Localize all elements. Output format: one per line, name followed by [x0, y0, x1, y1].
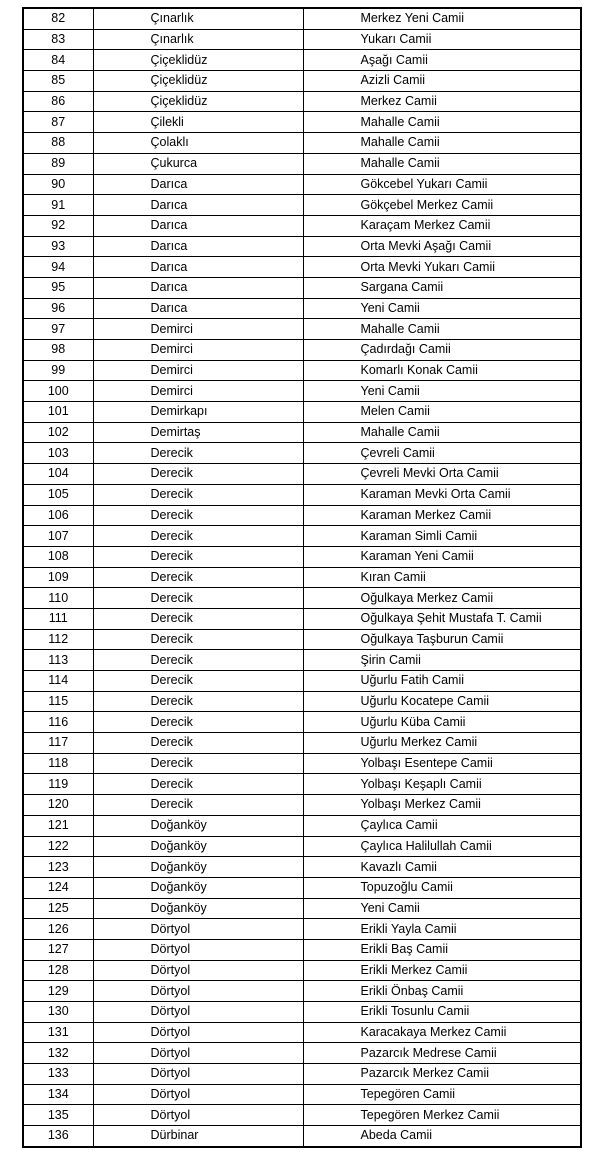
row-number-cell: 82: [23, 8, 93, 29]
mosque-name-cell: Karaman Merkez Camii: [303, 505, 581, 526]
row-number-cell: 90: [23, 174, 93, 195]
row-number-cell: 128: [23, 960, 93, 981]
village-cell: Çiçeklidüz: [93, 71, 303, 92]
row-number-cell: 116: [23, 712, 93, 733]
table-row: [23, 319, 581, 340]
village-cell: Derecik: [93, 650, 303, 671]
mosque-name-cell: Sargana Camii: [303, 277, 581, 298]
row-number-cell: 132: [23, 1043, 93, 1064]
row-number-cell: 136: [23, 1126, 93, 1147]
row-number-cell: 101: [23, 402, 93, 423]
row-number-cell: 131: [23, 1022, 93, 1043]
table-row: [23, 877, 581, 898]
row-number-cell: 123: [23, 857, 93, 878]
table-row: [23, 1084, 581, 1105]
village-cell: Dörtyol: [93, 1105, 303, 1126]
table-row: [23, 50, 581, 71]
row-number-cell: 113: [23, 650, 93, 671]
mosque-name-cell: Orta Mevki Yukarı Camii: [303, 257, 581, 278]
table-row: [23, 71, 581, 92]
row-number-cell: 99: [23, 360, 93, 381]
mosque-name-cell: Merkez Yeni Camii: [303, 8, 581, 29]
mosque-name-cell: Oğulkaya Merkez Camii: [303, 588, 581, 609]
village-cell: Derecik: [93, 774, 303, 795]
village-cell: Darıca: [93, 236, 303, 257]
village-cell: Demirci: [93, 340, 303, 361]
table-row: [23, 650, 581, 671]
village-cell: Darıca: [93, 174, 303, 195]
village-cell: Darıca: [93, 298, 303, 319]
village-cell: Demirkapı: [93, 402, 303, 423]
village-cell: Doğanköy: [93, 857, 303, 878]
village-cell: Demirci: [93, 319, 303, 340]
mosque-name-cell: Erikli Önbaş Camii: [303, 981, 581, 1002]
row-number-cell: 97: [23, 319, 93, 340]
row-number-cell: 96: [23, 298, 93, 319]
village-cell: Derecik: [93, 691, 303, 712]
row-number-cell: 135: [23, 1105, 93, 1126]
table-row: [23, 588, 581, 609]
table-row: [23, 1002, 581, 1023]
village-cell: Demirci: [93, 381, 303, 402]
mosque-name-cell: Karaman Simli Camii: [303, 526, 581, 547]
table-row: [23, 753, 581, 774]
table-row: [23, 277, 581, 298]
row-number-cell: 133: [23, 1064, 93, 1085]
mosque-name-cell: Şirin Camii: [303, 650, 581, 671]
mosque-name-cell: Erikli Yayla Camii: [303, 919, 581, 940]
table-row: [23, 8, 581, 29]
village-cell: Çınarlık: [93, 8, 303, 29]
mosque-name-cell: Mahalle Camii: [303, 422, 581, 443]
village-cell: Darıca: [93, 215, 303, 236]
row-number-cell: 83: [23, 29, 93, 50]
village-cell: Derecik: [93, 505, 303, 526]
row-number-cell: 107: [23, 526, 93, 547]
row-number-cell: 129: [23, 981, 93, 1002]
table-row: [23, 1126, 581, 1147]
table-row: [23, 29, 581, 50]
mosque-name-cell: Karacakaya Merkez Camii: [303, 1022, 581, 1043]
village-cell: Darıca: [93, 195, 303, 216]
row-number-cell: 95: [23, 277, 93, 298]
mosque-name-cell: Yukarı Camii: [303, 29, 581, 50]
mosque-name-cell: Erikli Baş Camii: [303, 939, 581, 960]
mosque-name-cell: Abeda Camii: [303, 1126, 581, 1147]
mosque-name-cell: Karaçam Merkez Camii: [303, 215, 581, 236]
mosque-name-cell: Uğurlu Fatih Camii: [303, 671, 581, 692]
table-row: [23, 112, 581, 133]
mosque-name-cell: Pazarcık Merkez Camii: [303, 1064, 581, 1085]
mosque-name-cell: Tepegören Merkez Camii: [303, 1105, 581, 1126]
row-number-cell: 88: [23, 133, 93, 154]
row-number-cell: 115: [23, 691, 93, 712]
mosque-name-cell: Çaylıca Camii: [303, 815, 581, 836]
village-cell: Darıca: [93, 277, 303, 298]
village-cell: Doğanköy: [93, 898, 303, 919]
table-row: [23, 567, 581, 588]
row-number-cell: 102: [23, 422, 93, 443]
row-number-cell: 134: [23, 1084, 93, 1105]
mosque-name-cell: Merkez Camii: [303, 91, 581, 112]
row-number-cell: 111: [23, 608, 93, 629]
mosque-name-cell: Karaman Yeni Camii: [303, 546, 581, 567]
mosque-name-cell: Yeni Camii: [303, 381, 581, 402]
table-row: [23, 733, 581, 754]
village-cell: Dörtyol: [93, 919, 303, 940]
table-row: [23, 1043, 581, 1064]
village-cell: Dürbinar: [93, 1126, 303, 1147]
table-row: [23, 898, 581, 919]
village-cell: Derecik: [93, 484, 303, 505]
table-row: [23, 691, 581, 712]
village-cell: Dörtyol: [93, 1043, 303, 1064]
village-cell: Dörtyol: [93, 1002, 303, 1023]
village-cell: Demirci: [93, 360, 303, 381]
row-number-cell: 89: [23, 153, 93, 174]
mosque-name-cell: Kavazlı Camii: [303, 857, 581, 878]
mosque-name-cell: Karaman Mevki Orta Camii: [303, 484, 581, 505]
village-cell: Doğanköy: [93, 815, 303, 836]
village-cell: Dörtyol: [93, 939, 303, 960]
village-cell: Çukurca: [93, 153, 303, 174]
village-cell: Çınarlık: [93, 29, 303, 50]
table-row: [23, 236, 581, 257]
mosque-name-cell: Uğurlu Küba Camii: [303, 712, 581, 733]
row-number-cell: 86: [23, 91, 93, 112]
table-row: [23, 195, 581, 216]
table-row: [23, 671, 581, 692]
row-number-cell: 100: [23, 381, 93, 402]
table-row: [23, 939, 581, 960]
mosque-name-cell: Mahalle Camii: [303, 153, 581, 174]
mosque-name-cell: Mahalle Camii: [303, 133, 581, 154]
mosque-name-cell: Tepegören Camii: [303, 1084, 581, 1105]
village-cell: Dörtyol: [93, 1064, 303, 1085]
table-row: [23, 629, 581, 650]
mosque-name-cell: Azizli Camii: [303, 71, 581, 92]
row-number-cell: 118: [23, 753, 93, 774]
table-row: [23, 1022, 581, 1043]
village-cell: Doğanköy: [93, 877, 303, 898]
mosque-name-cell: Gökçebel Merkez Camii: [303, 195, 581, 216]
village-cell: Çiçeklidüz: [93, 91, 303, 112]
row-number-cell: 130: [23, 1002, 93, 1023]
table-row: [23, 298, 581, 319]
mosque-name-cell: Çadırdağı Camii: [303, 340, 581, 361]
table-row: [23, 774, 581, 795]
row-number-cell: 125: [23, 898, 93, 919]
row-number-cell: 122: [23, 836, 93, 857]
village-cell: Darıca: [93, 257, 303, 278]
row-number-cell: 126: [23, 919, 93, 940]
row-number-cell: 104: [23, 464, 93, 485]
mosque-name-cell: Orta Mevki Aşağı Camii: [303, 236, 581, 257]
village-cell: Dörtyol: [93, 960, 303, 981]
mosque-name-cell: Pazarcık Medrese Camii: [303, 1043, 581, 1064]
mosque-name-cell: Uğurlu Merkez Camii: [303, 733, 581, 754]
mosque-name-cell: Oğulkaya Taşburun Camii: [303, 629, 581, 650]
table-row: [23, 795, 581, 816]
village-cell: Derecik: [93, 464, 303, 485]
village-cell: Derecik: [93, 443, 303, 464]
village-cell: Derecik: [93, 546, 303, 567]
row-number-cell: 121: [23, 815, 93, 836]
table-row: [23, 836, 581, 857]
mosque-name-cell: Komarlı Konak Camii: [303, 360, 581, 381]
table-row: [23, 215, 581, 236]
table-row: [23, 1064, 581, 1085]
village-cell: Dörtyol: [93, 1084, 303, 1105]
table-row: [23, 443, 581, 464]
village-cell: Derecik: [93, 712, 303, 733]
mosque-name-cell: Çaylıca Halilullah Camii: [303, 836, 581, 857]
village-cell: Derecik: [93, 671, 303, 692]
table-row: [23, 484, 581, 505]
mosque-name-cell: Yeni Camii: [303, 298, 581, 319]
table-row: [23, 153, 581, 174]
table-row: [23, 505, 581, 526]
row-number-cell: 106: [23, 505, 93, 526]
village-cell: Çiçeklidüz: [93, 50, 303, 71]
mosque-name-cell: Topuzoğlu Camii: [303, 877, 581, 898]
village-cell: Demirtaş: [93, 422, 303, 443]
mosque-name-cell: Yolbaşı Merkez Camii: [303, 795, 581, 816]
mosque-name-cell: Yeni Camii: [303, 898, 581, 919]
row-number-cell: 93: [23, 236, 93, 257]
mosque-table: [22, 7, 582, 1148]
table-row: [23, 1105, 581, 1126]
mosque-name-cell: Uğurlu Kocatepe Camii: [303, 691, 581, 712]
village-cell: Çilekli: [93, 112, 303, 133]
row-number-cell: 112: [23, 629, 93, 650]
row-number-cell: 103: [23, 443, 93, 464]
village-cell: Doğanköy: [93, 836, 303, 857]
row-number-cell: 92: [23, 215, 93, 236]
row-number-cell: 117: [23, 733, 93, 754]
row-number-cell: 105: [23, 484, 93, 505]
mosque-name-cell: Mahalle Camii: [303, 319, 581, 340]
table-row: [23, 815, 581, 836]
table-row: [23, 464, 581, 485]
table-row: [23, 712, 581, 733]
mosque-name-cell: Oğulkaya Şehit Mustafa T. Camii: [303, 608, 581, 629]
table-row: [23, 857, 581, 878]
table-row: [23, 981, 581, 1002]
mosque-name-cell: Kıran Camii: [303, 567, 581, 588]
mosque-table-body: [23, 8, 581, 1147]
table-row: [23, 257, 581, 278]
village-cell: Çolaklı: [93, 133, 303, 154]
row-number-cell: 110: [23, 588, 93, 609]
table-row: [23, 608, 581, 629]
table-row: [23, 360, 581, 381]
row-number-cell: 119: [23, 774, 93, 795]
table-row: [23, 960, 581, 981]
table-row: [23, 402, 581, 423]
row-number-cell: 114: [23, 671, 93, 692]
mosque-name-cell: Aşağı Camii: [303, 50, 581, 71]
row-number-cell: 87: [23, 112, 93, 133]
village-cell: Derecik: [93, 753, 303, 774]
row-number-cell: 120: [23, 795, 93, 816]
mosque-name-cell: Erikli Merkez Camii: [303, 960, 581, 981]
village-cell: Derecik: [93, 588, 303, 609]
mosque-name-cell: Yolbaşı Keşaplı Camii: [303, 774, 581, 795]
row-number-cell: 127: [23, 939, 93, 960]
row-number-cell: 85: [23, 71, 93, 92]
mosque-table-container: [22, 7, 580, 1148]
table-row: [23, 91, 581, 112]
mosque-name-cell: Çevreli Camii: [303, 443, 581, 464]
mosque-name-cell: Erikli Tosunlu Camii: [303, 1002, 581, 1023]
table-row: [23, 381, 581, 402]
village-cell: Dörtyol: [93, 1022, 303, 1043]
village-cell: Derecik: [93, 567, 303, 588]
row-number-cell: 84: [23, 50, 93, 71]
village-cell: Derecik: [93, 795, 303, 816]
mosque-name-cell: Mahalle Camii: [303, 112, 581, 133]
mosque-name-cell: Melen Camii: [303, 402, 581, 423]
row-number-cell: 109: [23, 567, 93, 588]
mosque-name-cell: Gökcebel Yukarı Camii: [303, 174, 581, 195]
table-row: [23, 546, 581, 567]
village-cell: Derecik: [93, 526, 303, 547]
row-number-cell: 108: [23, 546, 93, 567]
village-cell: Derecik: [93, 733, 303, 754]
table-row: [23, 919, 581, 940]
row-number-cell: 94: [23, 257, 93, 278]
table-row: [23, 133, 581, 154]
mosque-name-cell: Yolbaşı Esentepe Camii: [303, 753, 581, 774]
table-row: [23, 174, 581, 195]
mosque-name-cell: Çevreli Mevki Orta Camii: [303, 464, 581, 485]
village-cell: Derecik: [93, 629, 303, 650]
row-number-cell: 124: [23, 877, 93, 898]
table-row: [23, 526, 581, 547]
row-number-cell: 98: [23, 340, 93, 361]
village-cell: Dörtyol: [93, 981, 303, 1002]
table-row: [23, 422, 581, 443]
row-number-cell: 91: [23, 195, 93, 216]
table-row: [23, 340, 581, 361]
village-cell: Derecik: [93, 608, 303, 629]
